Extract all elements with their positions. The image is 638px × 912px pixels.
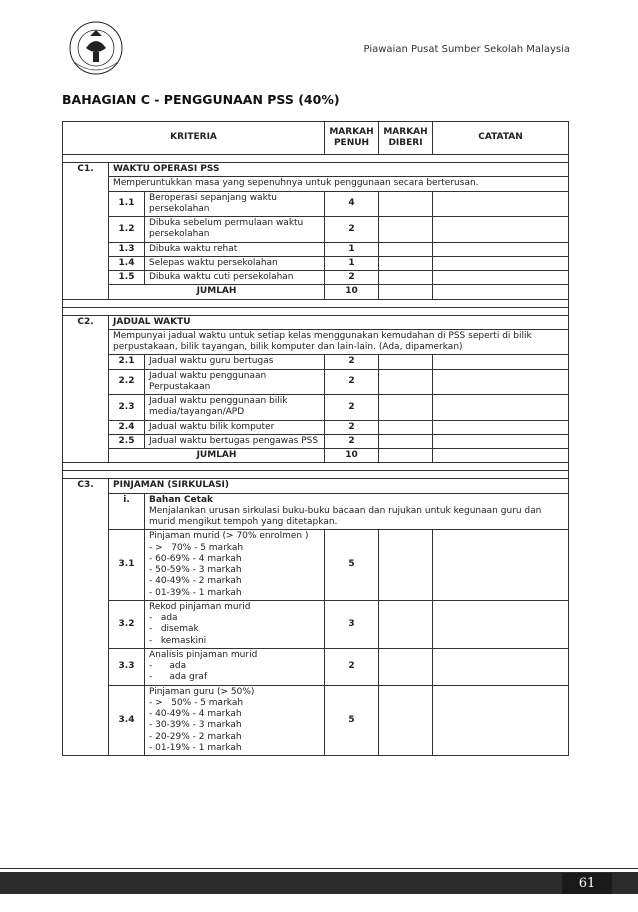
item-text: Jadual waktu penggunaan bilik media/tayangan/APD	[145, 395, 325, 421]
markah-diberi-cell	[379, 530, 433, 601]
item-mark: 2	[325, 648, 379, 685]
section-row	[63, 163, 569, 177]
total-value: 10	[325, 449, 379, 463]
sub-content	[145, 493, 569, 530]
section-desc: Mempunyai jadual waktu untuk setiap kelas menggunakan kemudahan di PSS seperti di bilik perpustakaan, bilik tayangan, bilik komputer dan lain-lain. (Ada, dipamerkan)	[109, 329, 569, 355]
item-row	[63, 600, 569, 648]
item-no: 1.3	[109, 242, 145, 256]
col-label: DIBERI	[388, 138, 423, 148]
item-no: 2.5	[109, 434, 145, 448]
item-no: 1.1	[109, 191, 145, 217]
criteria-line: - 40-49% - 2 markah	[149, 576, 242, 587]
item-no: 3.3	[109, 648, 145, 685]
desc-row	[63, 329, 569, 355]
markah-diberi-cell	[379, 355, 433, 369]
markah-diberi-cell	[379, 395, 433, 421]
criteria-line: - > 70% - 5 markah	[149, 542, 244, 553]
spacer-row	[63, 471, 569, 479]
item-mark: 3	[325, 600, 379, 648]
item-mark: 2	[325, 355, 379, 369]
spacer-cell	[63, 471, 569, 479]
section-title: WAKTU OPERASI PSS	[109, 163, 569, 177]
criteria-line: - ada	[149, 661, 187, 671]
item-no: 2.2	[109, 369, 145, 395]
criteria-line: - 40-49% - 4 markah	[149, 709, 242, 719]
item-row	[63, 256, 569, 270]
criteria-line: - 50-59% - 3 markah	[149, 565, 242, 575]
criteria-line: Pinjaman guru (> 50%)	[149, 686, 255, 697]
catatan-cell	[433, 191, 569, 217]
markah-diberi-cell	[379, 369, 433, 395]
item-mark: 1	[325, 242, 379, 256]
spacer-row	[63, 299, 569, 307]
catatan-cell	[433, 434, 569, 448]
section-title: BAHAGIAN C - PENGGUNAAN PSS (40%)	[62, 92, 340, 107]
item-text: Jadual waktu bertugas pengawas PSS	[145, 434, 325, 448]
catatan-cell	[433, 600, 569, 648]
catatan-cell	[433, 285, 569, 299]
footer-rule	[0, 868, 638, 869]
item-row	[63, 217, 569, 243]
catatan-cell	[433, 395, 569, 421]
catatan-cell	[433, 242, 569, 256]
criteria-line: Rekod pinjaman murid	[149, 601, 251, 612]
item-text: Jadual waktu bilik komputer	[145, 420, 325, 434]
sub-row	[63, 493, 569, 530]
col-label: MARKAH	[383, 126, 428, 137]
item-no: 1.2	[109, 217, 145, 243]
item-text: Selepas waktu persekolahan	[145, 256, 325, 270]
markah-diberi-cell	[379, 685, 433, 756]
criteria-line: - disemak	[149, 624, 199, 635]
markah-diberi-cell	[379, 600, 433, 648]
catatan-cell	[433, 256, 569, 270]
criteria-line: - 30-39% - 3 markah	[149, 720, 242, 731]
section-code: C1.	[63, 163, 109, 300]
col-label: MARKAH	[329, 126, 374, 137]
item-text: Dibuka waktu cuti persekolahan	[145, 271, 325, 285]
markah-diberi-cell	[379, 420, 433, 434]
catatan-cell	[433, 648, 569, 685]
item-mark: 2	[325, 434, 379, 448]
total-value: 10	[325, 285, 379, 299]
running-header: Piawaian Pusat Sumber Sekolah Malaysia	[363, 44, 570, 55]
total-label: JUMLAH	[109, 449, 325, 463]
item-row	[63, 648, 569, 685]
sub-desc: Menjalankan urusan sirkulasi buku-buku bacaan dan rujukan untuk kegunaan guru dan murid mengikut tempoh yang ditetapkan.	[149, 505, 542, 527]
markah-diberi-cell	[379, 271, 433, 285]
section-title: PINJAMAN (SIRKULASI)	[109, 479, 569, 493]
markah-diberi-cell	[379, 285, 433, 299]
item-row	[63, 242, 569, 256]
criteria-line: - > 50% - 5 markah	[149, 697, 244, 708]
markah-diberi-cell	[379, 648, 433, 685]
item-text	[145, 600, 325, 648]
item-no: 1.5	[109, 271, 145, 285]
spacer-row	[63, 463, 569, 471]
sub-title: Bahan Cetak	[149, 494, 214, 505]
item-mark: 2	[325, 395, 379, 421]
item-text: Jadual waktu penggunaan Perpustakaan	[145, 369, 325, 395]
catatan-cell	[433, 355, 569, 369]
item-mark: 2	[325, 420, 379, 434]
criteria-line: - ada graf	[149, 672, 208, 683]
criteria-line: Analisis pinjaman murid	[149, 649, 258, 660]
spacer-row	[63, 155, 569, 163]
item-no: 3.2	[109, 600, 145, 648]
catatan-cell	[433, 217, 569, 243]
criteria-line: - 60-69% - 4 markah	[149, 553, 242, 564]
col-catatan: CATATAN	[433, 122, 569, 155]
item-no: 3.1	[109, 530, 145, 601]
total-row	[63, 449, 569, 463]
criteria-line: - kemaskini	[149, 635, 207, 646]
sub-no: i.	[109, 493, 145, 530]
criteria-line: - 01-39% - 1 markah	[149, 587, 242, 598]
item-row	[63, 685, 569, 756]
spacer-cell	[63, 307, 569, 315]
section-code: C3.	[63, 479, 109, 756]
item-mark: 2	[325, 217, 379, 243]
col-kriteria: KRITERIA	[63, 122, 325, 155]
markah-diberi-cell	[379, 434, 433, 448]
catatan-cell	[433, 420, 569, 434]
item-mark: 5	[325, 685, 379, 756]
item-row	[63, 530, 569, 601]
section-row	[63, 315, 569, 329]
item-text	[145, 530, 325, 601]
spacer-cell	[63, 299, 569, 307]
item-no: 1.4	[109, 256, 145, 270]
markah-diberi-cell	[379, 217, 433, 243]
catatan-cell	[433, 685, 569, 756]
col-markah-diberi	[379, 122, 433, 155]
page-number: 61	[562, 873, 612, 894]
item-text: Jadual waktu guru bertugas	[145, 355, 325, 369]
catatan-cell	[433, 271, 569, 285]
item-mark: 1	[325, 256, 379, 270]
item-row	[63, 420, 569, 434]
item-text	[145, 685, 325, 756]
col-label: PENUH	[333, 138, 370, 148]
markah-diberi-cell	[379, 191, 433, 217]
markah-diberi-cell	[379, 256, 433, 270]
header-row	[63, 122, 569, 155]
item-row	[63, 355, 569, 369]
criteria-line: Pinjaman murid (> 70% enrolmen )	[149, 531, 309, 542]
item-row	[63, 271, 569, 285]
catatan-cell	[433, 369, 569, 395]
total-row	[63, 285, 569, 299]
item-no: 3.4	[109, 685, 145, 756]
criteria-line: - ada	[149, 613, 178, 623]
item-row	[63, 191, 569, 217]
markah-diberi-cell	[379, 242, 433, 256]
spacer-cell	[63, 463, 569, 471]
footer-bar	[0, 872, 638, 894]
criteria-line: - 01-19% - 1 markah	[149, 742, 242, 753]
item-text: Dibuka waktu rehat	[145, 242, 325, 256]
item-row	[63, 395, 569, 421]
total-label: JUMLAH	[109, 285, 325, 299]
item-mark: 5	[325, 530, 379, 601]
item-row	[63, 369, 569, 395]
markah-diberi-cell	[379, 449, 433, 463]
spacer-cell	[63, 155, 569, 163]
item-no: 2.4	[109, 420, 145, 434]
catatan-cell	[433, 530, 569, 601]
ministry-logo	[60, 18, 132, 82]
item-mark: 2	[325, 271, 379, 285]
item-row	[63, 434, 569, 448]
section-desc: Memperuntukkan masa yang sepenuhnya untuk penggunaan secara berterusan.	[109, 177, 569, 191]
criteria-table	[62, 121, 569, 756]
desc-row	[63, 177, 569, 191]
item-text	[145, 648, 325, 685]
item-text: Beroperasi sepanjang waktu persekolahan	[145, 191, 325, 217]
item-text: Dibuka sebelum permulaan waktu persekolahan	[145, 217, 325, 243]
item-mark: 2	[325, 369, 379, 395]
section-row	[63, 479, 569, 493]
section-code: C2.	[63, 315, 109, 463]
criteria-line: - 20-29% - 2 markah	[149, 731, 242, 742]
spacer-row	[63, 307, 569, 315]
col-markah-penuh	[325, 122, 379, 155]
item-no: 2.1	[109, 355, 145, 369]
item-no: 2.3	[109, 395, 145, 421]
section-title: JADUAL WAKTU	[109, 315, 569, 329]
catatan-cell	[433, 449, 569, 463]
item-mark: 4	[325, 191, 379, 217]
